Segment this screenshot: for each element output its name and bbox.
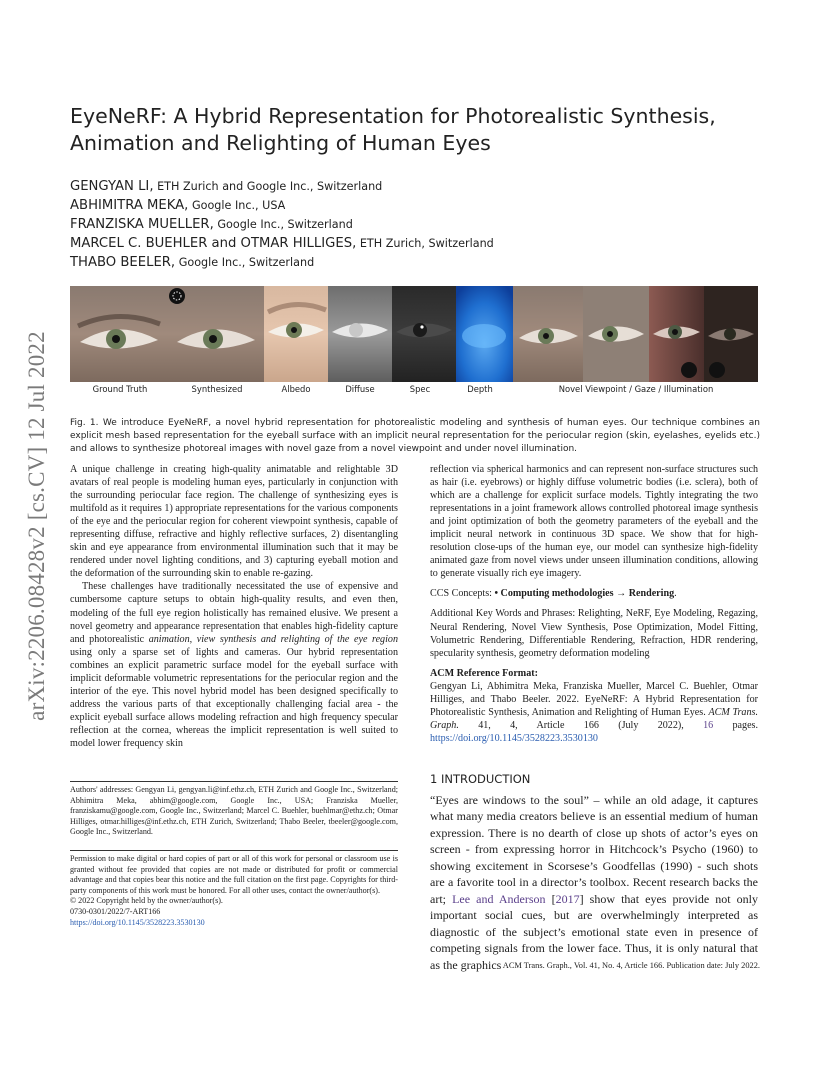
arxiv-identifier: arXiv:2206.08428v2 [cs.CV] 12 Jul 2022 — [24, 331, 49, 721]
panel-novel-view-1 — [513, 286, 583, 382]
copyright-line: © 2022 Copyright held by the owner/author(s). — [70, 896, 223, 906]
author-name: ABHIMITRA MEKA, — [70, 198, 189, 213]
abstract-paragraph-1: A unique challenge in creating high-quality animatable and relightable 3D avatars of real people is modeling human eyes, particularly in conjunction with the surrounding periocular face region. The challenge of synthesizing eyes is multifold as it requires 1) appropriate representations for the various components of the eye and the periocular region for coherent viewpoint synthesis, capable of representing diffuse, refractive and highly reflective surfaces, 2) disentangling skin and eye appearance from environmental illumination such that it may be rendered under novel lighting conditions, and 3) capturing eyeball motion and the deformation of the surrounding skin to enable re-gazing. — [70, 464, 398, 580]
author-affiliation: ETH Zurich and Google Inc., Switzerland — [153, 180, 383, 193]
section-heading-introduction: 1 INTRODUCTION — [430, 772, 531, 786]
abstract-left-column — [70, 463, 398, 750]
label-depth: Depth — [467, 384, 493, 394]
title-line-2: Animation and Relighting of Human Eyes — [70, 131, 491, 155]
permission-text: Permission to make digital or hard copies of part or all of this work for personal or classroom use is granted without fee provided that copies are not made or distributed for profit or commercial advantage and that copies bear this notice and the full citation on the first page. Copyrights for third-party components of this work must be honored. For all other uses, contact the owner/author(s). — [70, 854, 398, 895]
text-span: ] — [579, 891, 584, 906]
emphasis: animation, view synthesis and relighting of the eye region — [148, 633, 399, 645]
citation-year-link[interactable]: 2017 — [555, 891, 580, 906]
panel-albedo — [264, 286, 328, 382]
ccs-concepts — [430, 587, 758, 600]
text-span: show that eyes provide not only important social cues, but are overwhelmingly interpreted as diagnostic of the subject’s emotional state even in presence of competing signals from the lower face. Thus, it is only natural that as the graphics — [430, 891, 758, 972]
panel-novel-view-2 — [583, 286, 649, 382]
text-span: “Eyes are windows to the soul” – while an old adage, it captures what many media creators believe is an essential medium of human expression. There is no dearth of close up shots of actor’s eyes on screen - from expressing horror in Hitchcock’s Psycho (1960) to showing excitement in Scorsese’s Goodfellas (1990) - such shots are a favorite tool in a director’s toolbox. Recent research backs the art; — [430, 793, 758, 906]
label-ground-truth: Ground Truth — [92, 384, 148, 394]
author-affiliation: Google Inc., Switzerland — [175, 256, 315, 269]
footnote-rule — [70, 781, 398, 782]
panel-diffuse — [328, 286, 392, 382]
acm-reference — [430, 680, 758, 745]
figure-labels — [70, 384, 758, 398]
teaser-figure — [70, 286, 758, 382]
ccs-value: • Computing methodologies → Rendering — [494, 588, 675, 600]
text-span: pages. — [713, 719, 758, 731]
paper-title — [70, 103, 770, 157]
label-albedo: Albedo — [281, 384, 311, 394]
author-affiliation: ETH Zurich, Switzerland — [356, 237, 494, 250]
author-line — [70, 177, 790, 196]
author-affiliation: Google Inc., USA — [188, 199, 286, 212]
author-list — [70, 177, 790, 272]
panel-novel-view-3 — [649, 286, 704, 382]
author-affiliation: Google Inc., Switzerland — [213, 218, 353, 231]
reference-doi-link[interactable]: https://doi.org/10.1145/3528223.3530130 — [430, 732, 598, 744]
pages-link[interactable]: 16 — [703, 719, 714, 731]
author-line — [70, 215, 790, 234]
text-span: These challenges have traditionally necessitated the use of expensive and cumbersome capture setups to obtain high-quality results, and even then, modeling of the full eye region holistically has remained elusive. We present a novel geometry and appearance representation that enables high-fidelity capture and photorealistic — [70, 581, 398, 645]
author-line — [70, 253, 790, 272]
panel-synthesized — [167, 286, 264, 382]
figure-caption: Fig. 1. We introduce EyeNeRF, a novel hybrid representation for photorealistic modeling and synthesis of human eyes. Our technique combines an explicit mesh based representation for the eyeball surface with an implicit neural representation for the periocular region (skin, eyelashes, eyelids etc.) and allows to synthesize photoreal images with novel gaze from a novel viewpoint and under novel illumination. — [70, 418, 760, 454]
doi-link[interactable]: https://doi.org/10.1145/3528223.3530130 — [70, 917, 205, 927]
permission-rule — [70, 850, 398, 851]
abstract-right-column — [430, 463, 758, 745]
author-name: FRANZISKA MUELLER, — [70, 217, 214, 232]
journal-name: ACM Trans. Graph. — [430, 706, 758, 731]
issn-line: 0730-0301/2022/7-ART166 — [70, 906, 161, 916]
text-span: 41, 4, Article 166 (July 2022), — [458, 719, 704, 731]
ccs-label: CCS Concepts: — [430, 588, 495, 600]
panel-depth — [456, 286, 513, 382]
abstract-paragraph-2 — [70, 580, 398, 750]
author-line — [70, 234, 790, 253]
panel-ground-truth — [70, 286, 167, 382]
authors-addresses: Authors' addresses: Gengyan Li, gengyan.li@inf.ethz.ch, ETH Zurich and Google Inc., Switzerland; Abhimitra Meka, abhim@google.com, Google Inc., USA; Franziska Mueller, franziskamu@google.com, Google Inc., Switzerland; Marcel C. Buehler, buehlmar@ethz.ch; Otmar Hilliges, otmar.hilliges@inf.ethz.ch, ETH Zurich, Switzerland; Thabo Beeler, tbeeler@google.com, Google Inc., Switzerland. — [70, 785, 398, 837]
panel-spec — [392, 286, 456, 382]
keywords: Additional Key Words and Phrases: Relighting, NeRF, Eye Modeling, Regazing, Neural Rendering, Novel View Synthesis, Pose Optimization, Model Fitting, Volumetric Rendering, Differentiable Rendering, Refraction, HDR rendering, specularity synthesis, geometry deformation modeling — [430, 608, 758, 659]
eye-image-strip — [70, 286, 758, 382]
title-line-1: EyeNeRF: A Hybrid Representation for Photorealistic Synthesis, — [70, 104, 716, 128]
author-name: GENGYAN LI, — [70, 179, 154, 194]
text-span: Gengyan Li, Abhimitra Meka, Franziska Mueller, Marcel C. Buehler, Otmar Hilliges, and Thabo Beeler. 2022. EyeNeRF: A Hybrid Representation for Photorealistic Synthesis, Animation and Relighting of Human Eyes. — [430, 680, 758, 718]
arxiv-sidebar — [22, 296, 52, 756]
label-synthesized: Synthesized — [191, 384, 243, 394]
label-diffuse: Diffuse — [345, 384, 375, 394]
running-footer: ACM Trans. Graph., Vol. 41, No. 4, Article 166. Publication date: July 2022. — [502, 961, 760, 970]
introduction-text — [430, 792, 758, 973]
text-span: [ — [545, 891, 556, 906]
abstract-paragraph-3: reflection via spherical harmonics and can represent non-surface structures such as hair (i.e. eyebrows) or highly diffuse volumetric bodies (i.e. sclera), both of which are a challenge for explicit surface models. Tightly integrating the two representations in a joint framework allows controlled photoreal image synthesis and joint optimization of both the geometry parameters of the eyeball and the implicit neural network in continuous 3D space. We show that for high-resolution close-ups of the human eye, our model can synthesize high-fidelity animated gaze from novel views under unseen illumination conditions, allowing to generate visually rich eye imagery. — [430, 464, 758, 580]
permission-notice — [70, 854, 398, 928]
author-name: MARCEL C. BUEHLER and OTMAR HILLIGES, — [70, 236, 357, 251]
author-line — [70, 196, 790, 215]
ccs-end: . — [674, 588, 677, 600]
text-span: using only a sparse set of lights and cameras. Our hybrid representation combines an explicit parametric surface model for the eyeball surface with implicit deformable volumetric representations for the periocular region and the interior of the eye. This novel hybrid model has been designed specifically to address the various parts of that exceptionally challenging facial area - the explicit eyeball surface allows modeling refraction and high frequency specular reflection at the cornea, whereas the implicit representation is well suited to model lower frequency skin — [70, 646, 398, 749]
label-novel-view: Novel Viewpoint / Gaze / Illumination — [558, 384, 714, 394]
author-name: THABO BEELER, — [70, 255, 176, 270]
acm-reference-heading: ACM Reference Format: — [430, 667, 538, 679]
label-spec: Spec — [409, 384, 431, 394]
citation-link[interactable]: Lee and Anderson — [452, 891, 546, 906]
panel-novel-view-4 — [704, 286, 758, 382]
